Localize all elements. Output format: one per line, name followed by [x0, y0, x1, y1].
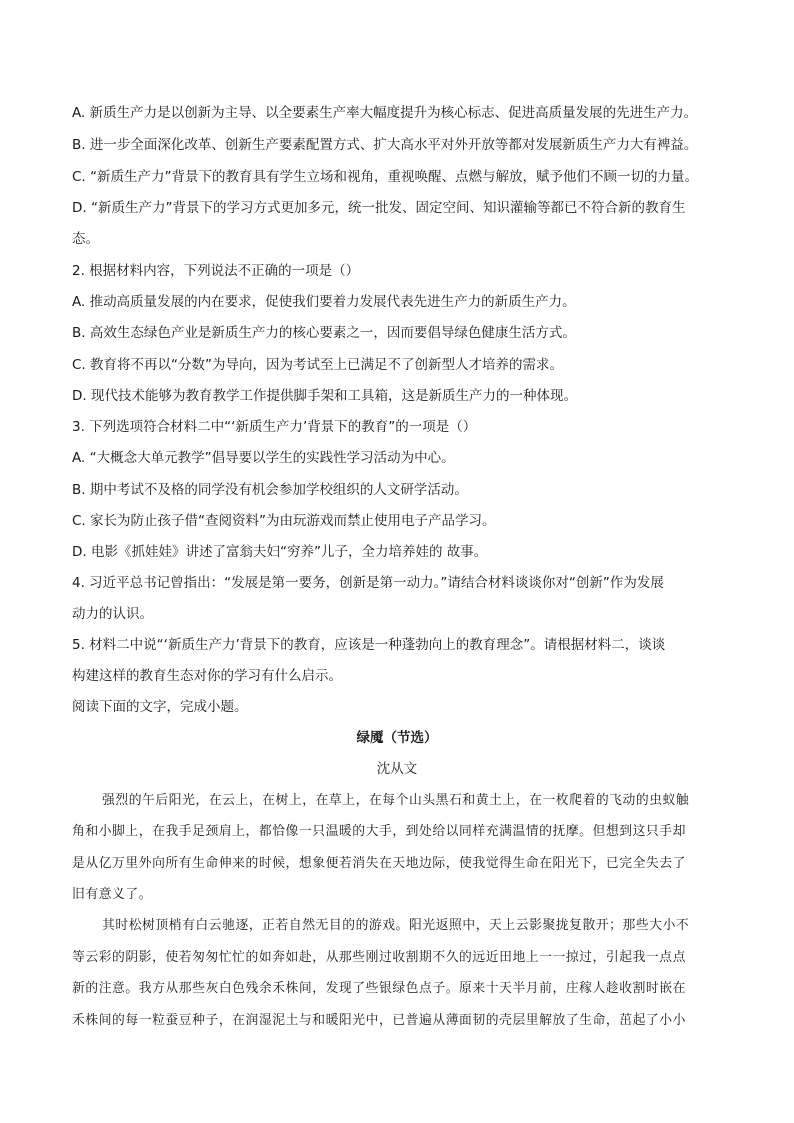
q1-option-d: D. “新质生产力”背景下的学习方式更加多元，统一批发、固定空间、知识灌输等都已不符合新的教育生: [72, 200, 686, 216]
passage-line: 强烈的午后阳光，在云上，在树上，在草上，在每个山头黑石和黄土上，在一枚爬着的飞动的虫蚁触: [102, 793, 690, 808]
q3-option-b: B. 期中考试不及格的同学没有机会参加学校组织的人文研学活动。: [72, 482, 468, 498]
passage-author: 沈从文: [376, 761, 418, 777]
q2-stem: 2. 根据材料内容，下列说法不正确的一项是（）: [72, 263, 360, 279]
q2-option-c: C. 教育将不再以“分数”为导向，因为考试至上已满足不了创新型人才培养的需求。: [72, 357, 563, 373]
passage-title: 绿魇（节选）: [356, 730, 438, 746]
passage-line: 等云彩的阴影，使若匆匆忙忙的如奔如赴，从那些刚过收割期不久的远近田地上一一掠过，引起我一点点: [72, 950, 686, 965]
passage-line: 其时松树顶梢有白云驰逐，正若自然无目的的游戏。阳光返照中，天上云影聚拢复散开；那些大小不: [102, 918, 690, 933]
passage-line: 角和小脚上，在我手足颈肩上，都恰像一只温暖的大手，到处给以同样充满温情的抚摩。但想到这只手却: [72, 824, 686, 839]
q1-option-a: A. 新质生产力是以创新为主导、以全要素生产率大幅度提升为核心标志、促进高质量发展的先进生产力。: [72, 105, 698, 121]
q5-line-1: 5. 材料二中说“‘新质生产力’背景下的教育，应该是一种蓬勃向上的教育理念”。请根据材料二，谈谈: [72, 637, 666, 653]
q2-option-d: D. 现代技术能够为教育教学工作提供脚手架和工具箱，这是新质生产力的一种体现。: [72, 388, 577, 404]
passage-line: 禾株间的每一粒蚕豆种子，在润湿泥土与和暖阳光中，已普遍从薄面韧的壳层里解放了生命，茁起了小小: [72, 1013, 686, 1028]
q4-line-2: 动力的认识。: [72, 606, 153, 622]
q4-line-1: 4. 习近平总书记曾指出：“发展是第一要务，创新是第一动力。”请结合材料谈谈你对“创新”作为发展: [72, 575, 664, 591]
q3-option-d: D. 电影《抓娃娃》讲述了富翁夫妇“穷养”儿子，全力培养娃的 故事。: [72, 544, 488, 560]
reading-instruction: 阅读下面的文字，完成小题。: [72, 699, 248, 715]
q1-option-b: B. 进一步全面深化改革、创新生产要素配置方式、扩大高水平对外开放等都对发展新质生产力大有裨益。: [72, 137, 698, 153]
q3-stem: 3. 下列选项符合材料二中“‘新质生产力’背景下的教育”的一项是（）: [72, 419, 477, 435]
q2-option-a: A. 推动高质量发展的内在要求，促使我们要着力发展代表先进生产力的新质生产力。: [72, 294, 576, 310]
passage-line: 新的注意。我方从那些灰白色残余禾株间，发现了些银绿色点子。原来十天半月前，庄稼人趁收割时嵌在: [72, 981, 686, 996]
q3-option-a: A. “大概念大单元教学”倡导要以学生的实践性学习活动为中心。: [72, 450, 455, 466]
q5-line-2: 构建这样的教育生态对你的学习有什么启示。: [72, 668, 342, 684]
passage-line: 旧有意义了。: [72, 887, 153, 902]
q3-option-c: C. 家长为防止孩子借“查阅资料”为由玩游戏而禁止使用电子产品学习。: [72, 513, 496, 529]
q1-option-c: C. “新质生产力”背景下的教育具有学生立场和视角，重视唤醒、点燃与解放，赋予他们不顾一切的力量。: [72, 169, 698, 185]
q2-option-b: B. 高效生态绿色产业是新质生产力的核心要素之一，因而要倡导绿色健康生活方式。: [72, 325, 576, 341]
passage-line: 是从亿万里外向所有生命伸来的时候，想象便若消失在天地边际，使我觉得生命在阳光下，已完全失去了: [72, 856, 686, 871]
q1-option-d-continued: 态。: [72, 231, 99, 247]
